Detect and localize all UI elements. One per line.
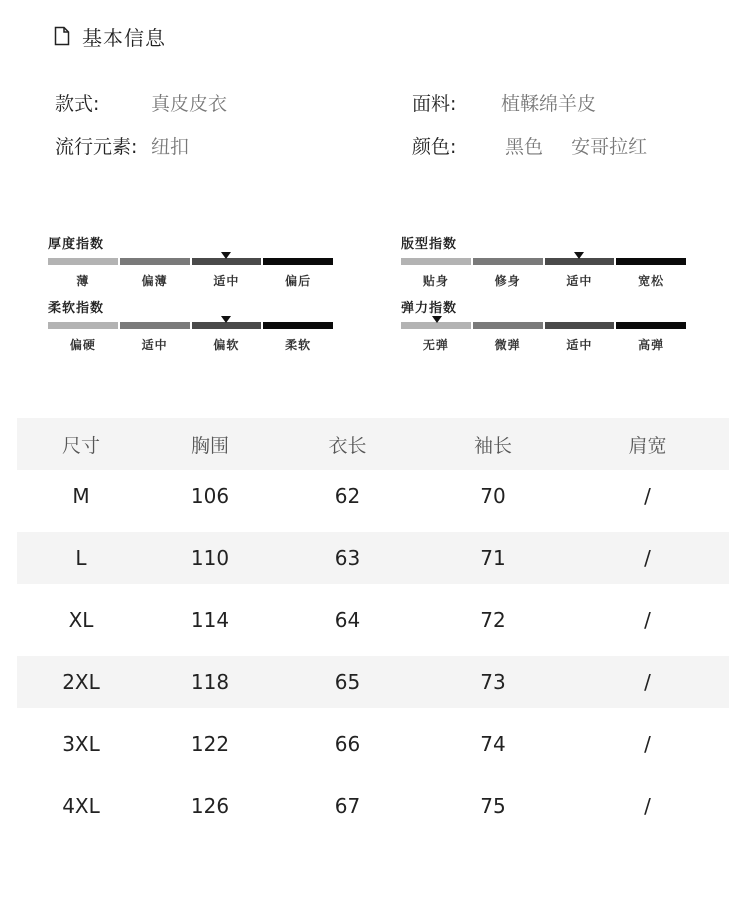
table-cell: 4XL <box>62 794 100 818</box>
scale-label: 适中 <box>141 338 168 352</box>
scale-bar <box>48 258 333 265</box>
table-cell: 70 <box>480 484 506 508</box>
info-fabric-label: 面料: <box>412 92 457 115</box>
table-cell: 74 <box>480 732 506 756</box>
info-fabric <box>412 89 596 115</box>
table-cell: 75 <box>480 794 506 818</box>
table-cell: 73 <box>480 670 506 694</box>
table-cell: 66 <box>334 732 361 756</box>
scale-marker <box>574 252 584 259</box>
scale-segment <box>545 258 615 265</box>
table-cell: / <box>644 546 651 570</box>
scale-fit <box>401 236 686 289</box>
scale-label: 偏硬 <box>69 338 96 352</box>
scale-segment <box>401 322 471 329</box>
scale-segment <box>473 258 543 265</box>
info-elements-label: 流行元素: <box>55 135 138 158</box>
table-header-cell: 肩宽 <box>628 434 667 457</box>
table-cell: / <box>644 608 651 632</box>
scale-title: 弹力指数 <box>401 301 458 316</box>
info-style <box>55 89 227 115</box>
table-header-cell: 胸围 <box>190 434 229 457</box>
table-header-cell: 尺寸 <box>61 434 100 457</box>
scale-label: 适中 <box>213 274 240 288</box>
scale-title: 版型指数 <box>401 237 458 252</box>
info-fabric-value: 植鞣绵羊皮 <box>501 92 597 115</box>
info-elements-value: 纽扣 <box>151 135 190 158</box>
table-cell: 62 <box>334 484 361 508</box>
table-cell: 63 <box>334 546 361 570</box>
color-value: 黑色 <box>505 135 544 158</box>
scale-segment <box>48 322 118 329</box>
info-color-label: 颜色: <box>412 135 457 158</box>
table-cell: / <box>644 732 651 756</box>
scale-segment <box>120 258 190 265</box>
scale-bar <box>401 258 686 265</box>
scale-segment <box>401 258 471 265</box>
table-cell: 122 <box>190 732 230 756</box>
scale-segment <box>473 322 543 329</box>
scale-segment <box>120 322 190 329</box>
table-row <box>17 718 729 770</box>
table-cell: 106 <box>190 484 230 508</box>
table-cell: 3XL <box>62 732 100 756</box>
table-cell: 67 <box>334 794 361 818</box>
table-header-row <box>17 418 729 470</box>
scale-label: 适中 <box>566 338 593 352</box>
table-cell: / <box>644 670 651 694</box>
scale-segment <box>192 258 262 265</box>
table-cell: 114 <box>190 608 230 632</box>
table-cell: 64 <box>334 608 361 632</box>
scale-label: 宽松 <box>638 274 665 288</box>
scale-label: 贴身 <box>422 274 449 288</box>
table-cell: 72 <box>480 608 506 632</box>
section-header <box>54 22 166 50</box>
scale-label: 微弹 <box>494 338 521 352</box>
scale-title: 厚度指数 <box>48 237 105 252</box>
size-table <box>17 418 729 832</box>
info-color-values <box>505 132 647 159</box>
table-row <box>17 594 729 646</box>
scale-marker <box>221 316 231 323</box>
scale-bar-row <box>48 258 333 270</box>
table-cell: L <box>75 546 87 570</box>
scale-label: 修身 <box>494 274 521 288</box>
scale-labels <box>48 336 333 353</box>
scale-bar-row <box>48 322 333 334</box>
scale-segment <box>48 258 118 265</box>
info-color <box>412 132 647 158</box>
info-style-label: 款式: <box>55 92 100 115</box>
scale-label: 偏后 <box>285 274 312 288</box>
table-header-cell: 衣长 <box>328 434 367 457</box>
info-style-value: 真皮皮衣 <box>151 92 228 115</box>
scale-labels <box>401 272 686 289</box>
table-cell: 110 <box>190 546 230 570</box>
scale-segment <box>263 258 333 265</box>
scale-elasticity <box>401 300 686 353</box>
scale-label: 柔软 <box>285 338 312 352</box>
scale-bar <box>401 322 686 329</box>
table-cell: / <box>644 484 651 508</box>
scale-label: 偏薄 <box>141 274 168 288</box>
scale-bar <box>48 322 333 329</box>
table-cell: 126 <box>190 794 230 818</box>
scale-labels <box>401 336 686 353</box>
table-row <box>17 532 729 584</box>
table-row <box>17 780 729 832</box>
table-row <box>17 656 729 708</box>
scale-bar-row <box>401 258 686 270</box>
scale-segment <box>545 322 615 329</box>
scale-segment <box>616 258 686 265</box>
color-value: 安哥拉红 <box>571 135 648 158</box>
scale-label: 高弹 <box>638 338 665 352</box>
scale-label: 无弹 <box>422 338 449 352</box>
section-title: 基本信息 <box>82 25 166 50</box>
table-cell: XL <box>68 608 94 632</box>
scale-segment <box>192 322 262 329</box>
table-cell: 65 <box>334 670 361 694</box>
scale-softness <box>48 300 333 353</box>
scale-label: 适中 <box>566 274 593 288</box>
scale-segment <box>616 322 686 329</box>
table-header-cell: 袖长 <box>473 434 512 457</box>
table-row <box>17 470 729 522</box>
table-cell: 71 <box>480 546 506 570</box>
info-elements <box>55 132 189 158</box>
document-icon <box>54 26 70 46</box>
table-cell: 118 <box>190 670 230 694</box>
scale-segment <box>263 322 333 329</box>
scale-marker <box>432 316 442 323</box>
scale-label: 偏软 <box>213 338 240 352</box>
scale-marker <box>221 252 231 259</box>
table-cell: M <box>72 484 90 508</box>
scale-bar-row <box>401 322 686 334</box>
table-cell: / <box>644 794 651 818</box>
scale-labels <box>48 272 333 289</box>
scale-thickness <box>48 236 333 289</box>
scale-label: 薄 <box>76 274 90 288</box>
scale-title: 柔软指数 <box>48 301 105 316</box>
table-cell: 2XL <box>62 670 100 694</box>
